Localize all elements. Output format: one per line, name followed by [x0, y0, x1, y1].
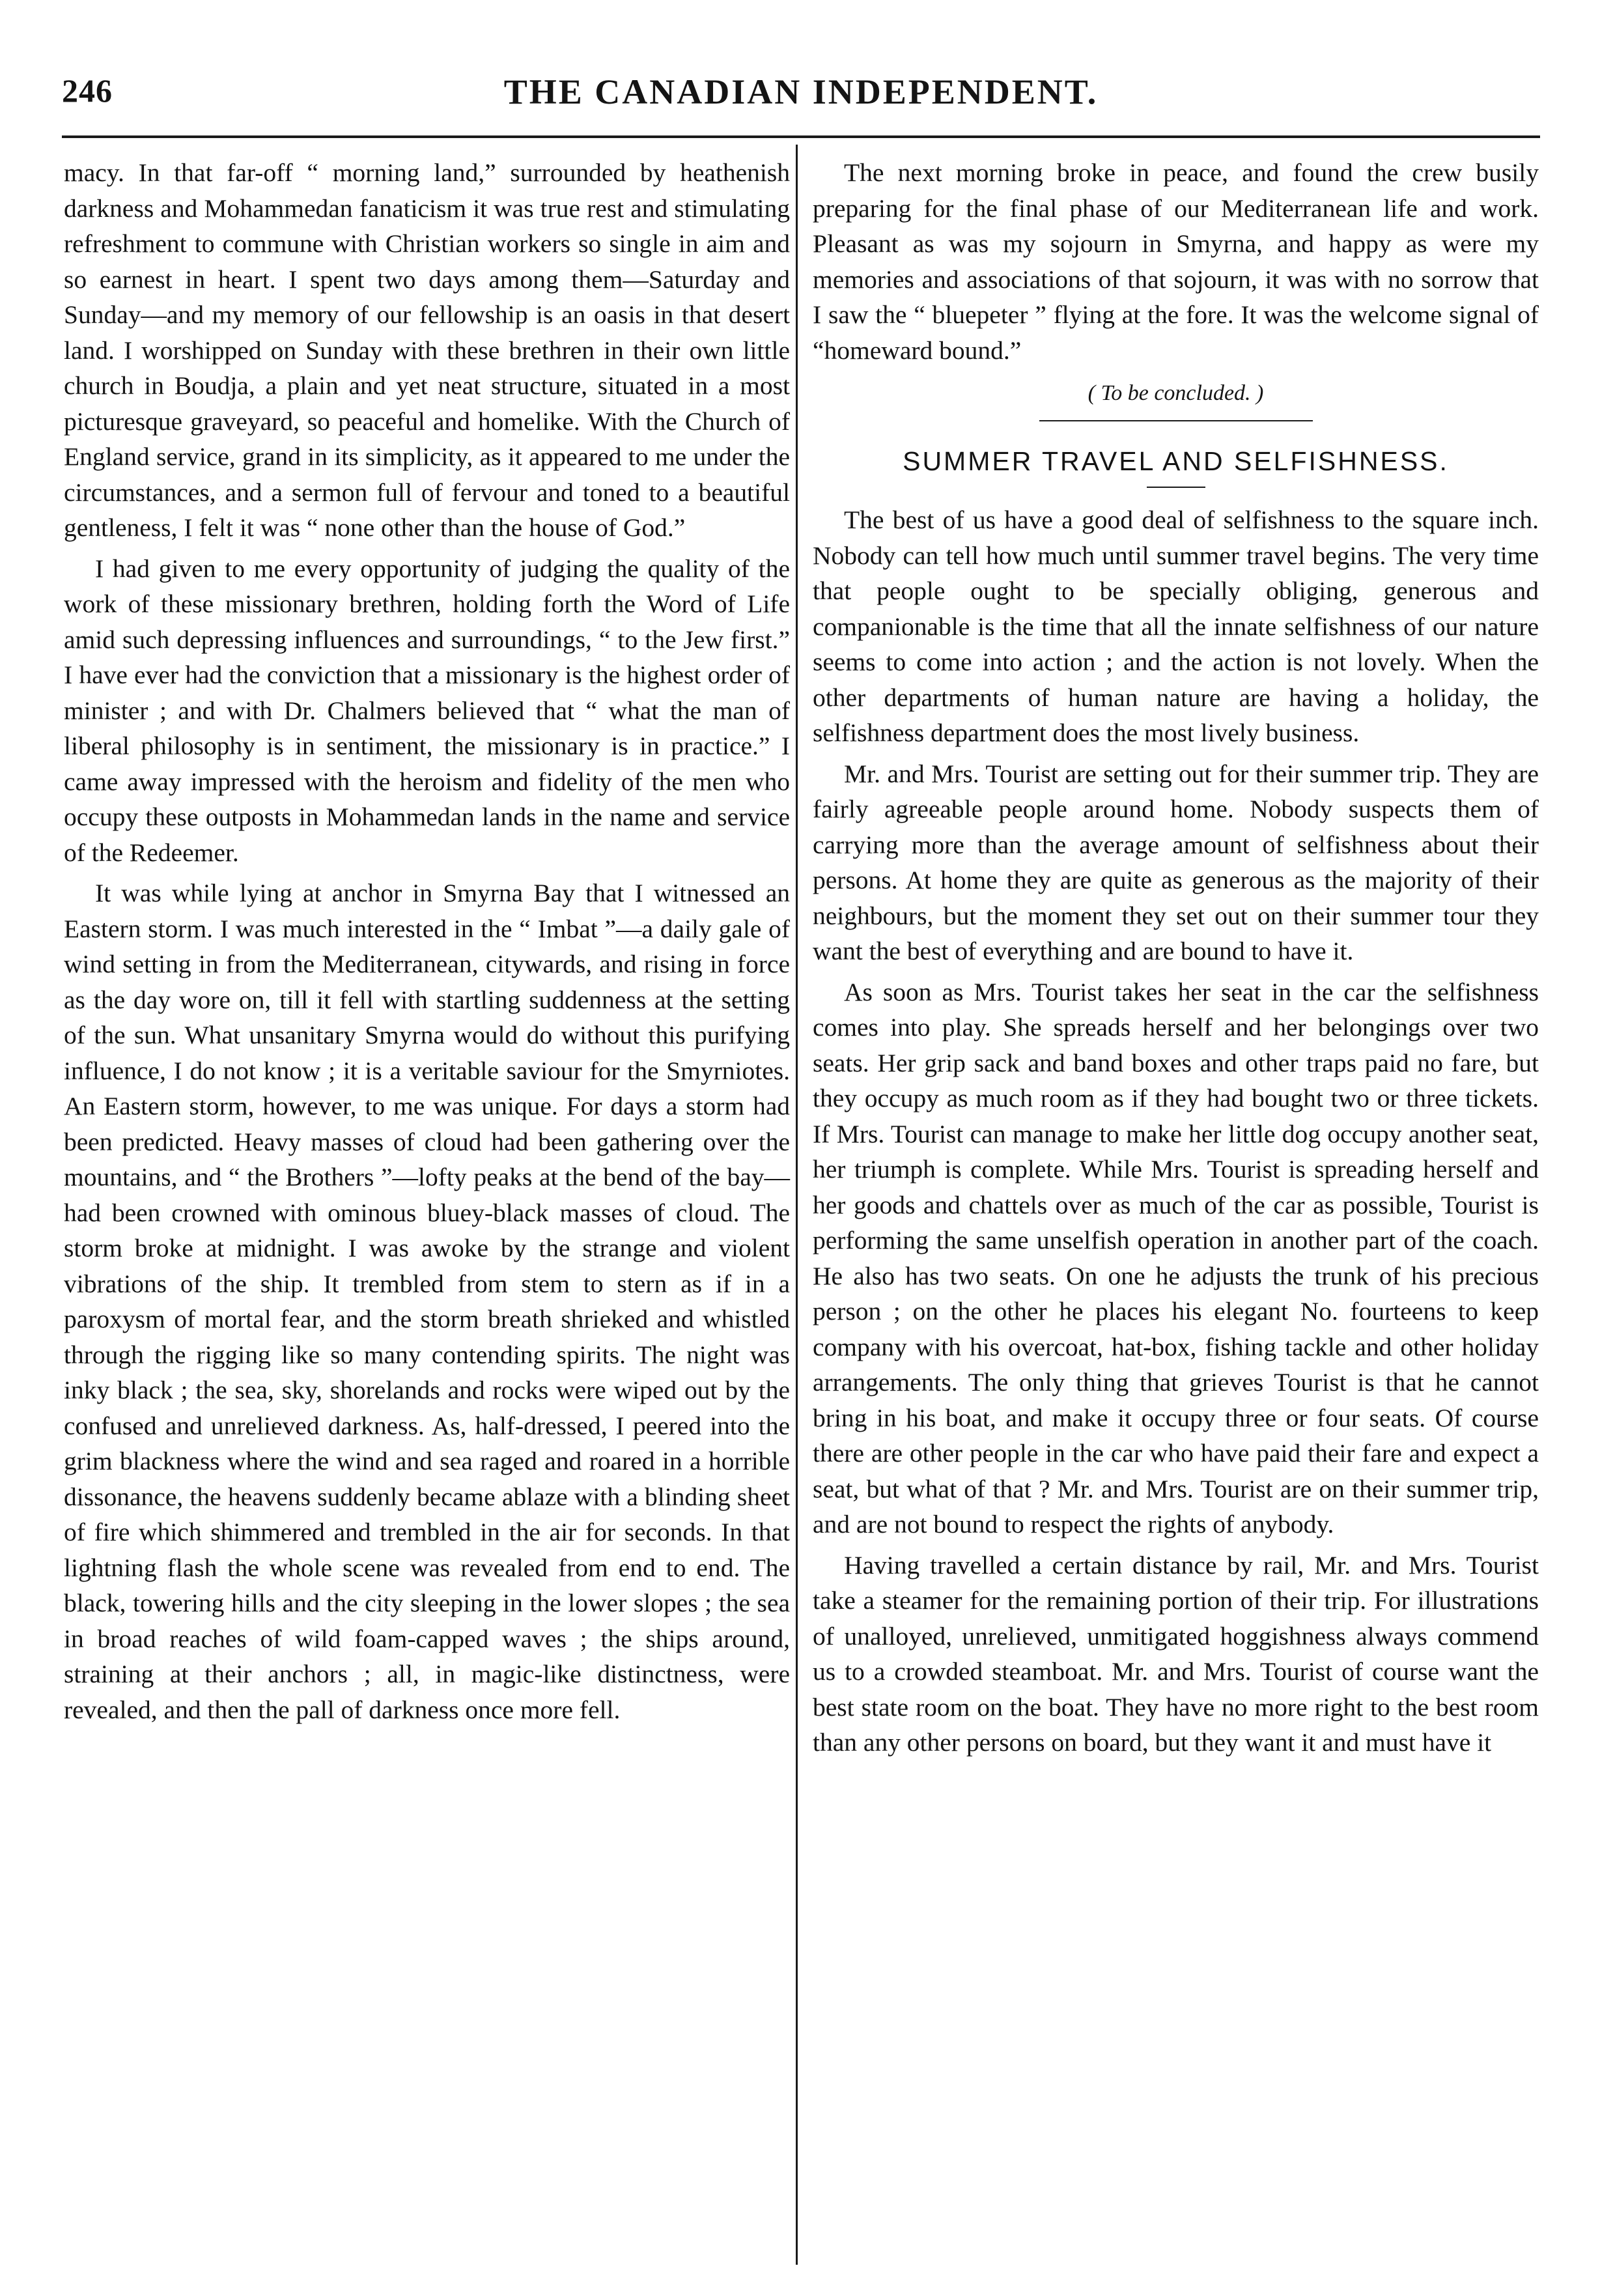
article-paragraph-3: As soon as Mrs. Tourist takes her seat in the car the selfishness comes into play. She spreads herself and her belongings over two seats. Her grip sack and band boxes and other traps paid no fare, but they occupy as much room as if they had bought two or three tickets. If Mrs. Tourist can manage to make her little dog occupy another seat, her triumph is complete. While Mrs. Tourist is spreading herself and her goods and chattels over as much of the car as possible, Tourist is performing the same unselfish operation in another part of the coach. He also has two seats. On one he adjusts the trunk of his precious person ; on the other he places his elegant No. fourteens to keep company with his overcoat, hat-box, fishing tackle and other holiday arrangements. The only thing that grieves Tourist is that he cannot bring in his boat, and make it occupy three or four seats. Of course there are other people in the car who have paid their fare and expect a seat, but what of that ? Mr. and Mrs. Tourist are on their summer trip, and are not bound to respect the rights of anybody.	[813, 977, 1539, 1538]
right-intro-paragraph: The next morning broke in peace, and found the crew busily preparing for the final phase of our Mediterranean life and work. Pleasant as was my sojourn in Smyrna, and happy as were my memories and associations of that sojourn, it was with no sorrow that I saw the “ bluepeter ” flying at the fore. It was the welcome signal of “homeward bound.”	[813, 158, 1539, 365]
right-column	[813, 155, 1539, 1766]
left-paragraph-1: macy. In that far-off “ morning land,” surrounded by heathenish darkness and Mohammedan fanaticism it was true rest and stimulating refreshment to commune with Christian workers so single in aim and so earnest in heart. I spent two days among them—Saturday and Sunday—and my memory of our fellowship is an oasis in that desert land. I worshipped on Sunday with these brethren in their own little church in Boudja, a plain and yet neat structure, situated in a most picturesque graveyard, so peaceful and homelike. With the Church of England service, grand in its simplicity, as it appeared to me under the circumstances, and a sermon full of fervour and toned to a beautiful gentleness, I felt it was “ none other than the house of God.”	[64, 158, 790, 542]
left-column	[64, 155, 790, 1733]
header-rule	[62, 135, 1540, 138]
column-divider	[796, 145, 798, 2265]
title-underline-rule	[1147, 487, 1205, 488]
article-paragraph-1: The best of us have a good deal of selfishness to the square inch. Nobody can tell how much until summer travel begins. The very time that people ought to be specially obliging, generous and companionable is the time that all the innate selfishness of our nature seems to come into action ; and the action is not lovely. When the other departments of human nature are having a holiday, the selfishness department does the most lively business.	[813, 505, 1539, 747]
page-header	[62, 65, 1540, 130]
section-separator-rule	[1039, 420, 1313, 421]
article-paragraph-2: Mr. and Mrs. Tourist are setting out for their summer trip. They are fairly agreeable people around home. Nobody suspects them of carrying more than the average amount of selfishness about their persons. At home they are quite as generous as the majority of their neighbours, but the moment they set out on their summer tour they want the best of everything and are bound to have it.	[813, 759, 1539, 965]
article-paragraph-4: Having travelled a certain distance by rail, Mr. and Mrs. Tourist take a steamer for the remaining portion of their trip. For illustrations of unalloyed, unrelieved, unmitigated hoggishness always commend us to a crowded steamboat. Mr. and Mrs. Tourist of course want the best state room on the boat. They have no more right to the best room than any other persons on board, but they want it and must have it	[813, 1550, 1539, 1757]
article-title: SUMMER TRAVEL AND SELFISHNESS.	[903, 446, 1449, 476]
journal-title: THE CANADIAN INDEPENDENT.	[503, 72, 1099, 111]
left-paragraph-2: I had given to me every opportunity of judging the quality of the work of these missionary brethren, holding forth the Word of Life amid such depressing influences and surroundings, “ to the Jew first.” I have ever had the conviction that a missionary is the highest order of minister ; and with Dr. Chalmers believed that “ what the man of liberal philosophy is in sentiment, the missionary is in practice.” I came away impressed with the heroism and fidelity of the men who occupy these outposts in Mohammedan lands in the name and service of the Redeemer.	[64, 554, 790, 867]
page-number: 246	[62, 72, 113, 109]
to-be-concluded-note: ( To be concluded. )	[1088, 381, 1264, 405]
left-paragraph-3: It was while lying at anchor in Smyrna Bay that I witnessed an Eastern storm. I was much interested in the “ Imbat ”—a daily gale of wind setting in from the Mediterranean, citywards, and rising in force as the day wore on, till it fell with startling suddenness at the setting of the sun. What unsanitary Smyrna would do without this purifying influence, I do not know ; it is a veritable saviour for the Smyrniotes. An Eastern storm, however, to me was unique. For days a storm had been predicted. Heavy masses of cloud had been gathering over the mountains, and “ the Brothers ”—lofty peaks at the bend of the bay—had been crowned with ominous bluey-black masses of cloud. The storm broke at midnight. I was awoke by the strange and violent vibrations of the ship. It trembled from stem to stern as if in a paroxysm of mortal fear, and the storm breath shrieked and whistled through the rigging like so many contending spirits. The night was inky black ; the sea, sky, shorelands and rocks were wiped out by the confused and unrelieved darkness. As, half-dressed, I peered into the grim blackness where the wind and sea raged and roared in a horrible dissonance, the heavens suddenly became ablaze with a blinding sheet of fire which shimmered and trembled in the air for seconds. In that lightning flash the whole scene was revealed from end to end. The black, towering hills and the city sleeping in the lower slopes ; the sea in broad reaches of wild foam-capped waves ; the ships around, straining at their anchors ; all, in magic-like distinctness, were revealed, and then the pall of darkness once more fell.	[64, 879, 790, 1724]
